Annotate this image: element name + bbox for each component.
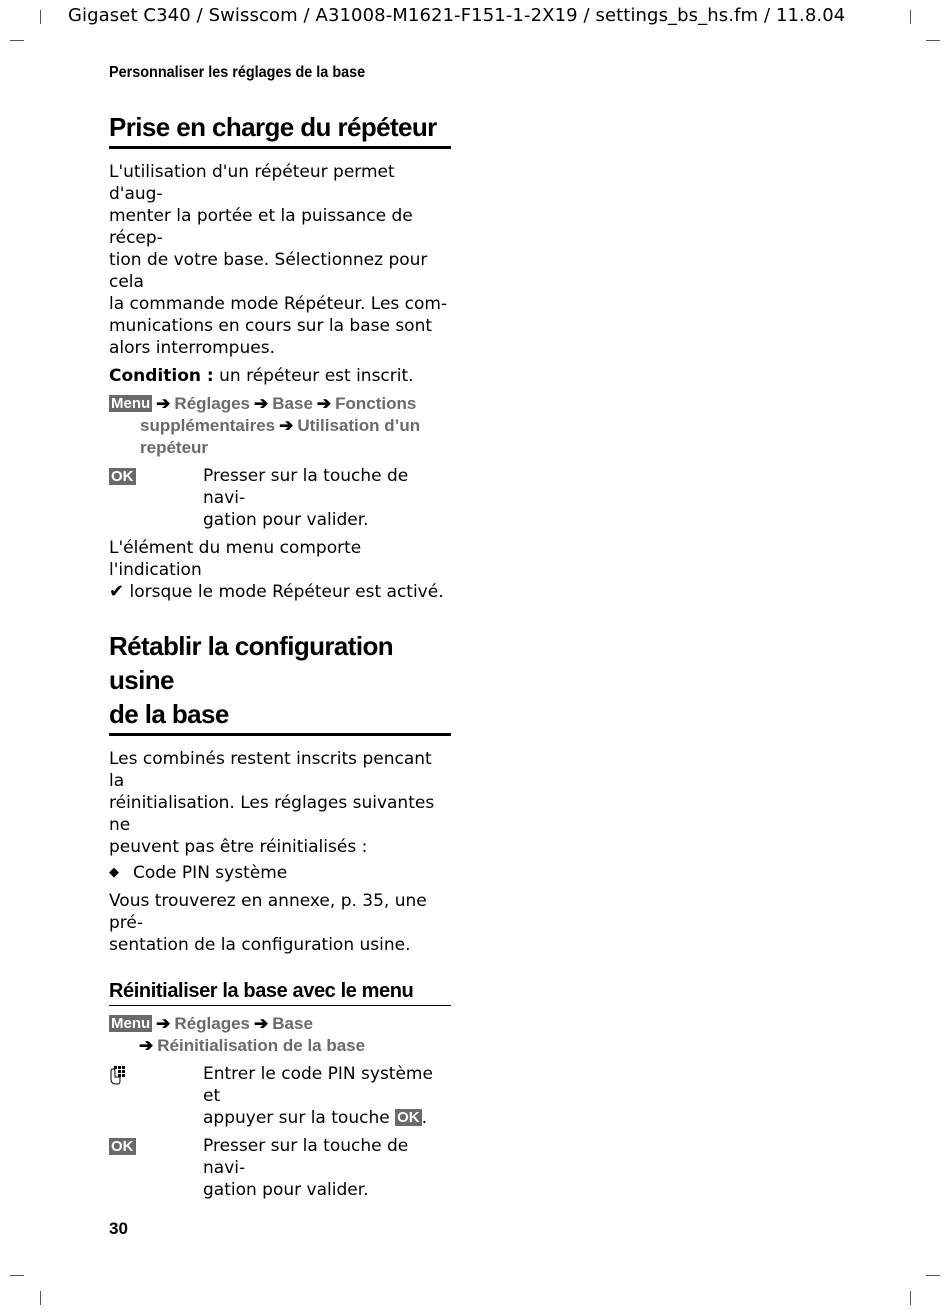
doc-info-header: Gigaset C340 / Swisscom / A31008-M1621-F151-1-2X19 / settings_bs_hs.fm / 11.8.04 (68, 5, 846, 26)
menu-path-reset: Menu ➔ Réglages ➔ Base ➔ Réinitialisation de la base (111, 1014, 366, 1055)
menu-key: Menu (111, 1015, 151, 1032)
ok-key: OK (111, 1138, 134, 1155)
menu-path-repeater: Menu ➔ Réglages ➔ Base ➔ Fonctions supplémentaires ➔ Utilisation d’un repéteur (111, 394, 421, 457)
crop-mark (40, 10, 41, 24)
condition-line: Condition : un répéteur est inscrit. (109, 366, 414, 386)
diamond-bullet-icon: ◆ (109, 865, 119, 880)
ok-step-reset (109, 1135, 451, 1201)
ok-key: OK (397, 1109, 420, 1126)
arrow-right-icon: ➔ (254, 394, 269, 413)
arrow-right-icon: ➔ (156, 1014, 171, 1033)
subsection-title: Réinitialiser la base avec le menu (109, 978, 451, 1006)
running-title: Personnaliser les réglages de la base (109, 64, 366, 81)
condition-label: Condition : (109, 366, 214, 386)
reset-intro: Les combinés restent inscrits pencant la réinitialisation. Les réglages suivantes ne peuvent pas être réinitialisés : (109, 749, 435, 857)
page-number: 30 (109, 1219, 128, 1238)
keypad-icon (109, 1065, 129, 1085)
annex-note: Vous trouverez en annexe, p. 35, une pré- sentation de la configuration usine. (109, 891, 427, 955)
arrow-right-icon: ➔ (139, 1036, 154, 1055)
section-title-reset: Rétablir la configuration usine de la base (109, 629, 451, 736)
crop-mark (910, 10, 911, 24)
arrow-right-icon: ➔ (156, 394, 171, 413)
ok-step-repeater (109, 465, 451, 531)
crop-mark (40, 1291, 41, 1305)
ok-step-text: Presser sur la touche de navi- gation pour valider. (203, 1136, 409, 1200)
arrow-right-icon: ➔ (316, 394, 332, 413)
repeater-intro: L'utilisation d'un répéteur permet d'aug- menter la portée et la puissance de récep- tion de votre base. Sélectionnez pour cela la commande mode Répéteur. Les com- munications en cours sur la base sont alors interrompues. (109, 162, 448, 358)
arrow-right-icon: ➔ (279, 416, 294, 435)
crop-mark (10, 40, 24, 41)
crop-mark (926, 40, 940, 41)
menu-key: Menu (111, 395, 151, 412)
crop-mark (926, 1275, 940, 1276)
arrow-right-icon: ➔ (254, 1014, 269, 1033)
ok-key: OK (111, 468, 134, 485)
checkmark-icon: ✔ (109, 581, 125, 602)
repeater-note: L'élément du menu comporte l'indication ✔ lorsque le mode Répéteur est activé. (109, 538, 444, 602)
section-title-repeater: Prise en charge du répéteur (109, 110, 451, 149)
pin-step-text: Entrer le code PIN système et appuyer sur la touche OK . (203, 1064, 433, 1128)
list-item: ◆ Code PIN système (109, 863, 288, 883)
ok-step-text: Presser sur la touche de navi- gation pour valider. (203, 466, 409, 530)
crop-mark (10, 1275, 24, 1276)
pin-step (109, 1063, 451, 1129)
page-content (109, 64, 451, 1201)
crop-mark (910, 1291, 911, 1305)
